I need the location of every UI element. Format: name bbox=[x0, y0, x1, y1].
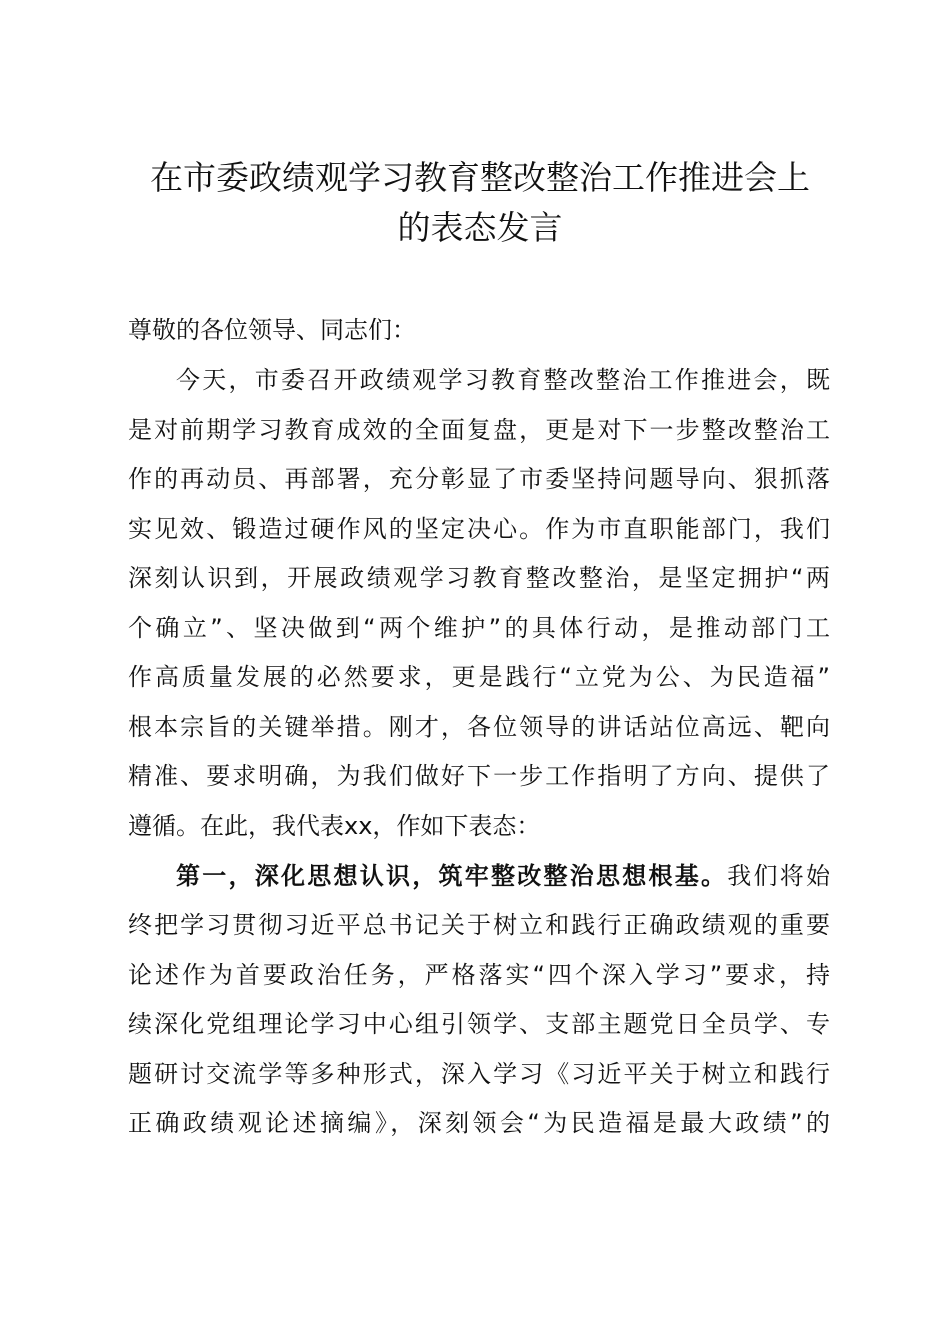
paragraph-1-line: 遵循。在此，我代表xx，作如下表态： bbox=[128, 812, 541, 840]
paragraph-1-line: 根本宗旨的关键举措。刚才，各位领导的讲话站位高远、靶向 bbox=[128, 713, 830, 741]
paragraph-2-line: 题研讨交流学等多种形式，深入学习《习近平关于树立和践行 bbox=[128, 1060, 830, 1088]
paragraph-2-text: 我们将始 bbox=[727, 862, 830, 890]
paragraph-1-line: 深刻认识到，开展政绩观学习教育整改整治，是坚定拥护“两 bbox=[128, 564, 830, 592]
paragraph-2-line: 续深化党组理论学习中心组引领学、支部主题党日全员学、专 bbox=[128, 1010, 830, 1038]
title-line-1: 在市委政绩观学习教育整改整治工作推进会上 bbox=[150, 158, 810, 197]
paragraph-2-line: 论述作为首要政治任务，严格落实“四个深入学习”要求，持 bbox=[128, 961, 830, 989]
paragraph-1-line: 是对前期学习教育成效的全面复盘，更是对下一步整改整治工 bbox=[128, 416, 830, 444]
title-line-2: 的表态发言 bbox=[397, 208, 563, 247]
paragraph-2-first-line bbox=[176, 859, 830, 893]
document-title bbox=[110, 153, 850, 253]
paragraph-1-line: 作的再动员、再部署，充分彰显了市委坚持问题导向、狠抓落 bbox=[128, 465, 830, 493]
paragraph-1-line: 今天，市委召开政绩观学习教育整改整治工作推进会，既 bbox=[176, 366, 830, 394]
paragraph-1-line: 实见效、锻造过硬作风的坚定决心。作为市直职能部门，我们 bbox=[128, 515, 830, 543]
paragraph-2-line: 正确政绩观论述摘编》，深刻领会“为民造福是最大政绩”的 bbox=[128, 1109, 830, 1137]
paragraph-2-line: 终把学习贯彻习近平总书记关于树立和践行正确政绩观的重要 bbox=[128, 911, 830, 939]
paragraph-1-line: 作高质量发展的必然要求，更是践行“立党为公、为民造福” bbox=[128, 663, 830, 691]
salutation: 尊敬的各位领导、同志们： bbox=[128, 316, 416, 344]
section-heading: 第一，深化思想认识，筑牢整改整治思想根基。 bbox=[176, 862, 728, 890]
paragraph-1-line: 个确立”、坚决做到“两个维护”的具体行动，是推动部门工 bbox=[128, 614, 830, 642]
paragraph-1-line: 精准、要求明确，为我们做好下一步工作指明了方向、提供了 bbox=[128, 762, 830, 790]
